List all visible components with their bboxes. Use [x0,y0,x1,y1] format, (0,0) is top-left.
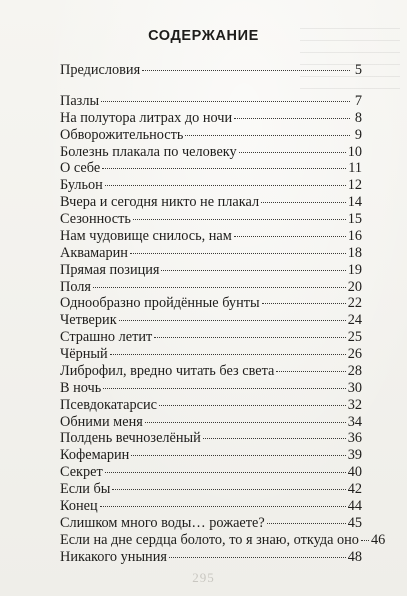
dot-leader [130,253,346,254]
toc-entry-page: 25 [347,329,362,346]
toc-entry-title: Предисловия [60,62,141,78]
dot-leader [234,118,350,119]
toc-entry-title: Нам чудовище снилось, нам [60,227,232,244]
toc-entry [60,245,362,262]
toc-entry-title: На полутора литрах до ночи [60,109,233,126]
toc-entry-page: 24 [347,312,362,329]
toc-entry-title: Болезнь плакала по человеку [60,143,237,160]
dot-leader [161,270,345,271]
toc-entry-title: Конец [60,497,98,514]
dot-leader [361,540,369,541]
toc-entry-title: Если бы [60,481,111,497]
toc-entry-title: Слишком много воды… рожаете? [60,514,265,531]
toc-entry-page: 19 [347,261,362,278]
toc-entry-title: Аквамарин [60,244,128,261]
dot-leader [103,388,345,389]
dot-leader [119,320,346,321]
toc-entry [60,127,362,144]
dot-leader [239,152,346,153]
toc-entry-title: Секрет [60,464,103,481]
toc-entry-page: 9 [354,126,362,143]
page-title: СОДЕРЖАНИЕ [148,28,259,44]
toc-entry-page: 15 [347,211,362,227]
toc-entry-title: Псевдокатарсис [60,396,157,413]
page-number: 295 [192,570,215,585]
toc-entry [60,380,362,397]
toc-entry-title: Пазлы [60,92,100,109]
toc-entry-title: Страшно летит [60,329,153,346]
toc-entry-page: 26 [347,346,362,362]
toc-entry-title: Кофемарин [60,447,130,464]
toc-entry [60,211,362,228]
toc-entry [60,447,362,464]
dot-leader [203,438,346,439]
toc-entry-title: Либрофил, вредно читать без света [60,362,275,379]
toc-entry [60,228,362,245]
toc-entry-page: 39 [347,447,362,464]
dot-leader [105,185,346,186]
toc-entry-page: 40 [347,464,362,481]
toc-entry-title: Поля [60,278,91,295]
dot-leader [159,405,346,406]
toc-entry [60,144,362,161]
toc-entry-page: 20 [347,278,362,295]
toc-entry-page: 10 [347,143,362,160]
toc-entry-title: Обними меня [60,413,143,430]
toc-entry-page: 11 [348,160,362,177]
toc-entry-title: Бульон [60,177,103,194]
toc-entry [60,312,362,329]
dot-leader [102,168,346,169]
toc-entry-title: Чёрный [60,346,108,362]
toc-entry-page: 5 [354,62,362,78]
toc-entry-title: Прямая позиция [60,261,160,278]
toc-entry-title: Четверик [60,312,117,329]
toc-entry-page: 18 [347,244,362,261]
toc-entry [60,346,362,363]
dot-leader [234,236,346,237]
toc-entry-title: Обворожительность [60,126,184,143]
dot-leader [185,135,350,136]
dot-leader [267,523,346,524]
dot-leader [261,202,346,203]
dot-leader [112,489,345,490]
toc-entry-title: Однообразно пройдённые бунты [60,295,260,312]
toc-entry-page: 42 [347,481,362,497]
toc-entry-page: 32 [347,396,362,413]
toc-entry [60,110,362,127]
toc-entry-page: 8 [354,109,362,126]
toc-entry-title: Никакого уныния [60,548,167,565]
toc-entry-title: Полдень вечнозелёный [60,430,201,447]
toc-entry [60,498,362,515]
toc-entry [60,515,362,532]
toc-entry-title: О себе [60,160,101,177]
toc-entry [60,160,362,177]
toc-entry [60,194,362,211]
toc-entry [60,279,362,296]
toc-entry-title: Вчера и сегодня никто не плакал [60,194,260,211]
toc-entry-page: 22 [347,295,362,312]
dot-leader [262,303,346,304]
dot-leader [131,455,345,456]
dot-leader [142,70,350,71]
dot-leader [105,472,346,473]
toc-entry-page: 14 [347,194,362,211]
toc-entry [60,262,362,279]
toc-entry [60,93,362,110]
toc-entry [60,430,362,447]
toc-entry-page: 48 [347,548,362,565]
toc-entry [60,295,362,312]
dot-leader [145,422,346,423]
toc-entry-page: 34 [347,413,362,430]
toc-entry [60,62,362,79]
dot-leader [100,506,346,507]
toc-entry-page: 30 [347,379,362,396]
toc-entry [60,531,386,549]
toc-entry-page: 44 [347,497,362,514]
toc-entry-page: 28 [347,362,362,379]
dot-leader [93,287,346,288]
toc-entry-title: Если на дне сердца болото, то я знаю, откуда оно [60,531,359,548]
dot-leader [154,337,345,338]
toc-entry [60,414,362,431]
toc-entry [60,464,362,481]
toc-entry-page: 7 [354,92,362,109]
dot-leader [133,219,346,220]
toc-entry-title: В ночь [60,379,102,396]
toc-entry-page: 45 [347,514,362,531]
toc-entry-page: 36 [347,430,362,447]
toc-entry-page: 46 [370,531,386,548]
toc-entry [60,549,362,566]
toc-entry-page: 12 [347,177,362,194]
toc-entry-page: 16 [347,227,362,244]
toc-entry [60,177,362,194]
table-of-contents [60,62,386,565]
dot-leader [101,101,350,102]
toc-entry-title: Сезонность [60,211,131,227]
dot-leader [276,371,345,372]
dot-leader [110,354,346,355]
toc-entry [60,329,362,346]
toc-entry [60,397,362,414]
dot-leader [169,557,346,558]
toc-entry [60,481,362,498]
toc-entry [60,363,362,380]
